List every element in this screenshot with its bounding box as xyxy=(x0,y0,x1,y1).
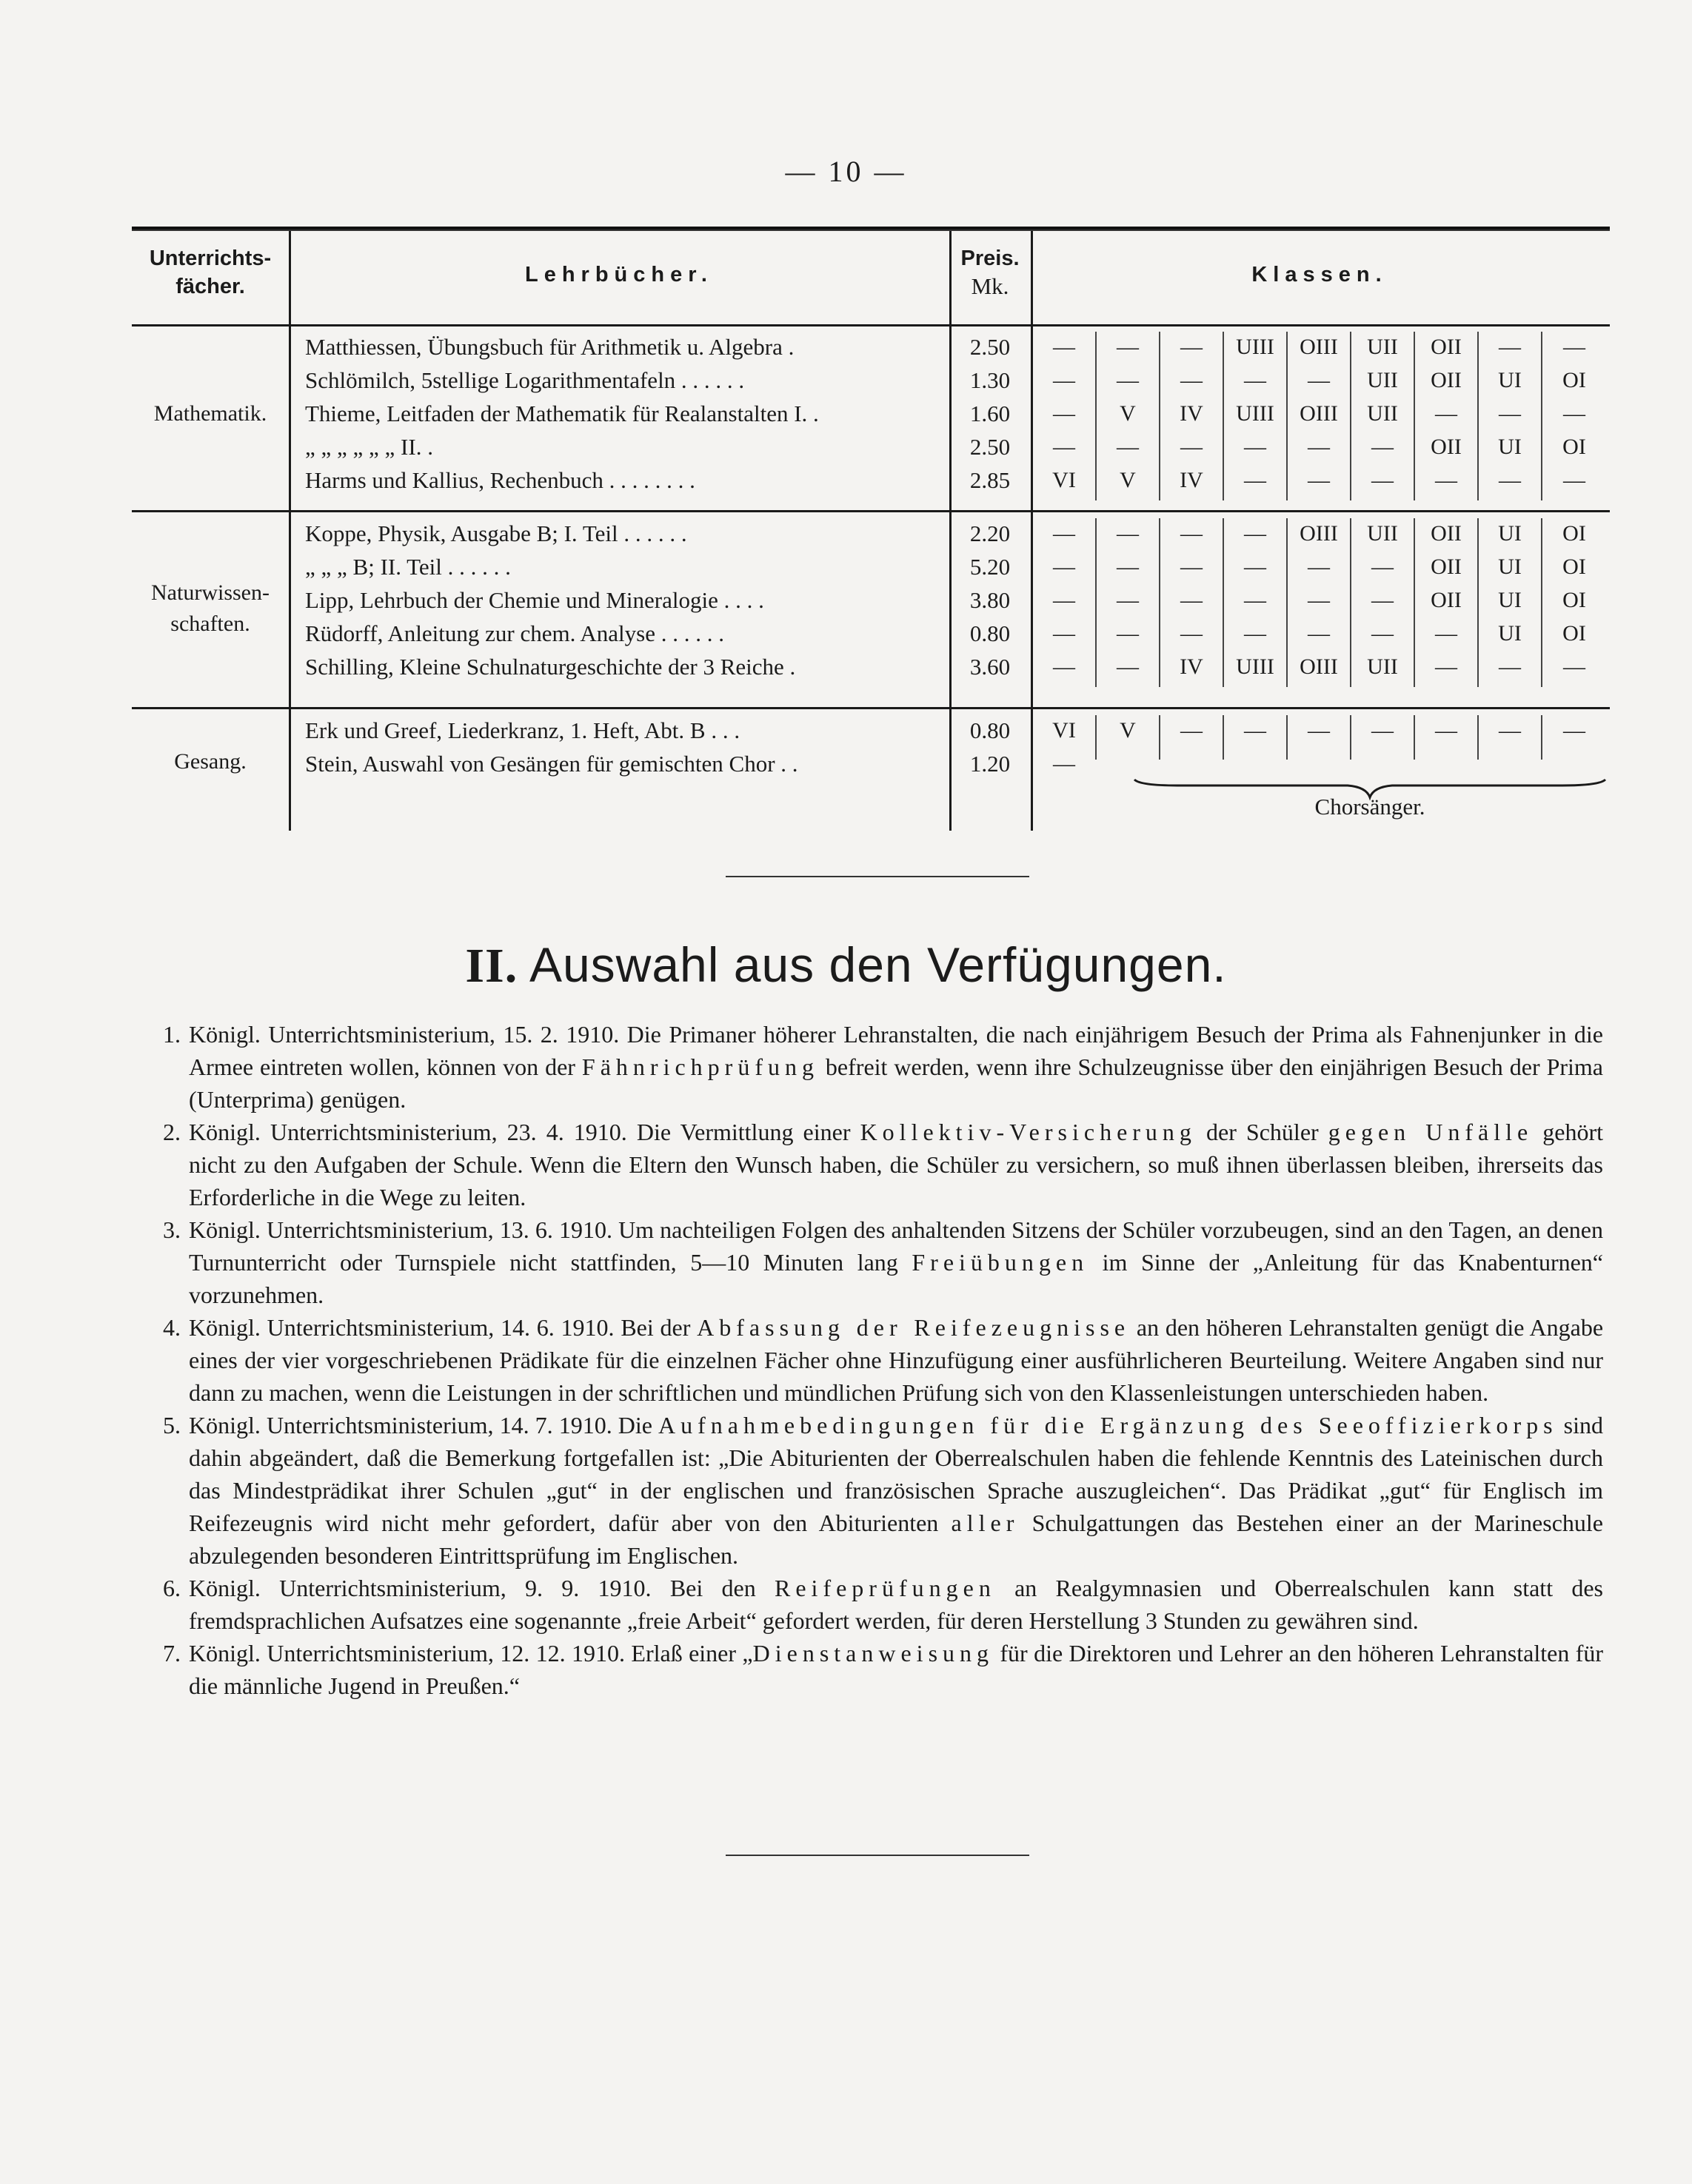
book-price: 5.20 xyxy=(969,554,1011,580)
emphasized-text: aller xyxy=(951,1510,1020,1536)
class-cell: OIII xyxy=(1300,521,1338,546)
class-cell: — xyxy=(1308,468,1330,492)
emphasized-text: Dienstanweisung xyxy=(752,1640,994,1667)
class-cell: — xyxy=(1117,335,1139,359)
class-cell: — xyxy=(1117,555,1139,579)
class-cell: — xyxy=(1308,555,1330,579)
class-cell: — xyxy=(1180,521,1203,546)
emphasized-text: Aufnahmebedingungen für die Ergänzung des Seeoffizierkorps xyxy=(658,1412,1558,1438)
header-books: Lehrbücher. xyxy=(525,263,713,287)
class-cell: — xyxy=(1117,368,1139,392)
class-cell: — xyxy=(1180,555,1203,579)
ordinance-text: befreit werden, wenn ihre Schulzeugnisse über den einjährigen Besuch der Prima (Unterprima) genügen. xyxy=(189,1054,1604,1113)
table-group-rule-2 xyxy=(132,707,1610,709)
book-price: 1.20 xyxy=(969,751,1011,777)
class-cell: UI xyxy=(1498,368,1522,392)
table-header-rule xyxy=(132,324,1610,326)
class-cell: UIII xyxy=(1236,654,1274,679)
ordinance-text: für die Direktoren und Lehrer an den höheren Lehranstalten für die männliche Jugend in Preußen.“ xyxy=(189,1640,1604,1699)
ordinance-item xyxy=(148,1116,1603,1213)
class-cell: — xyxy=(1117,588,1139,612)
class-cell: — xyxy=(1563,468,1585,492)
class-cell: UII xyxy=(1367,368,1398,392)
header-price-label: Preis. xyxy=(960,247,1020,270)
class-cell: OII xyxy=(1431,435,1462,459)
class-cell: — xyxy=(1053,521,1075,546)
class-cell: IV xyxy=(1180,468,1203,492)
class-cell: UII xyxy=(1367,521,1398,546)
ordinance-number: 4. xyxy=(163,1314,181,1341)
book-title: Harms und Kallius, Rechenbuch . . . . . . . . xyxy=(305,467,695,493)
class-cell: UI xyxy=(1498,435,1522,459)
table-group-rule-1 xyxy=(132,510,1610,512)
ordinance-text: Königl. Unterrichtsministerium, 9. 9. 1910. Bei den xyxy=(189,1575,775,1601)
book-price: 2.20 xyxy=(969,520,1011,546)
page-number: — 10 — xyxy=(785,155,907,188)
class-cell: — xyxy=(1180,335,1203,359)
class-cell: — xyxy=(1371,435,1394,459)
class-cell: — xyxy=(1244,718,1266,743)
class-cell: — xyxy=(1371,718,1394,743)
class-cell: — xyxy=(1180,435,1203,459)
class-cell: UI xyxy=(1498,588,1522,612)
book-price: 0.80 xyxy=(969,620,1011,646)
ordinance-number: 6. xyxy=(163,1575,181,1601)
book-price: 1.30 xyxy=(969,367,1011,393)
class-cell: — xyxy=(1563,654,1585,679)
class-cell: — xyxy=(1499,718,1521,743)
section-title-text: Auswahl aus den Verfügungen. xyxy=(529,937,1227,992)
class-cell: — xyxy=(1244,468,1266,492)
class-cell: — xyxy=(1180,718,1203,743)
class-cell: VI xyxy=(1052,718,1076,743)
class-cell: — xyxy=(1053,401,1075,426)
class-cell: IV xyxy=(1180,401,1203,426)
class-cell: OII xyxy=(1431,335,1462,359)
ordinance-item xyxy=(148,1572,1603,1637)
class-cell: — xyxy=(1563,718,1585,743)
class-cell: — xyxy=(1117,521,1139,546)
class-cell: — xyxy=(1244,588,1266,612)
class-cell: — xyxy=(1053,368,1075,392)
ordinance-text: an Realgymnasien und Oberrealschulen kann statt des fremdsprachlichen Aufsatzes eine sogenannte „freie Arbeit“ gefordert werden, für deren Herstellung 3 Stunden zu gewähren sind. xyxy=(189,1575,1604,1634)
class-cell: IV xyxy=(1180,654,1203,679)
ordinance-number: 3. xyxy=(163,1216,181,1243)
emphasized-text: Fähnrichprüfung xyxy=(581,1054,819,1080)
class-cell: — xyxy=(1308,588,1330,612)
class-cell: — xyxy=(1371,621,1394,646)
ordinance-item xyxy=(148,1018,1603,1116)
book-title: Schlömilch, 5stellige Logarithmentafeln . . . . . . xyxy=(305,367,745,393)
class-cell: OII xyxy=(1431,588,1462,612)
class-cell: OII xyxy=(1431,555,1462,579)
class-cell: — xyxy=(1117,435,1139,459)
class-cell: — xyxy=(1435,401,1457,426)
class-cell: OIII xyxy=(1300,401,1338,426)
class-cell: — xyxy=(1180,368,1203,392)
class-cell: — xyxy=(1053,751,1075,776)
emphasized-text: gegen Unfälle xyxy=(1328,1119,1534,1145)
class-cell: — xyxy=(1180,621,1203,646)
class-cell: UII xyxy=(1367,401,1398,426)
book-title: „ „ „ „ „ „ II. . xyxy=(305,434,433,460)
ordinance-item xyxy=(148,1409,1603,1572)
book-price: 2.50 xyxy=(969,334,1011,360)
class-cell: — xyxy=(1053,621,1075,646)
book-price: 3.60 xyxy=(969,654,1011,680)
class-cell: — xyxy=(1499,401,1521,426)
class-cell: — xyxy=(1053,435,1075,459)
emphasized-text: Freiübungen xyxy=(912,1249,1089,1276)
class-cell: UI xyxy=(1498,521,1522,546)
book-title: Matthiessen, Übungsbuch für Arithmetik u. Algebra . xyxy=(305,334,795,360)
class-cell: — xyxy=(1053,588,1075,612)
class-cell: OI xyxy=(1562,621,1586,646)
class-cell: OI xyxy=(1562,368,1586,392)
book-price: 2.50 xyxy=(969,434,1011,460)
class-cell: OI xyxy=(1562,521,1586,546)
class-cell: — xyxy=(1563,335,1585,359)
class-cell: — xyxy=(1371,468,1394,492)
class-cell: OI xyxy=(1562,555,1586,579)
ordinance-text: Königl. Unterrichtsministerium, 14. 6. 1910. Bei der xyxy=(189,1314,698,1341)
ordinance-number: 2. xyxy=(163,1119,181,1145)
subject-naturwissenschaften-line-1: Naturwissen- xyxy=(151,580,270,605)
ordinance-item xyxy=(148,1213,1603,1311)
ordinance-text: Königl. Unterrichtsministerium, 13. 6. 1910. Um nachteiligen Folgen des anhaltenden Sitzens der Schüler vorzubeugen, sind an den Tagen, an denen Turnunterricht oder Turnspiele nicht stattfinden, 5—10 Minuten lang xyxy=(189,1216,1603,1276)
class-cell: — xyxy=(1499,468,1521,492)
class-cell: OIII xyxy=(1300,654,1338,679)
table-top-rule-thin xyxy=(132,230,1610,231)
ordinance-text: Schulgattungen das Bestehen einer an der Marineschule abzulegenden besonderen Eintrittsprüfung im Englischen. xyxy=(189,1510,1604,1569)
subject-naturwissenschaften-line-2: schaften. xyxy=(170,612,250,636)
choir-note: Chorsänger. xyxy=(1314,794,1425,820)
class-cell: — xyxy=(1244,521,1266,546)
class-cell: UIII xyxy=(1236,401,1274,426)
header-price xyxy=(949,244,1031,301)
book-price: 0.80 xyxy=(969,717,1011,743)
class-cell: — xyxy=(1244,368,1266,392)
book-title: Lipp, Lehrbuch der Chemie und Mineralogie . . . . xyxy=(305,587,764,613)
class-cell: — xyxy=(1499,654,1521,679)
header-subject-line-1: Unterrichts- xyxy=(149,247,272,270)
book-price: 2.85 xyxy=(969,467,1011,493)
class-cell: — xyxy=(1308,368,1330,392)
class-cell: — xyxy=(1499,335,1521,359)
class-cell: UII xyxy=(1367,654,1398,679)
ordinance-text: Königl. Unterrichtsministerium, 14. 7. 1910. Die xyxy=(189,1412,659,1438)
book-price: 1.60 xyxy=(969,401,1011,426)
class-cell: — xyxy=(1117,654,1139,679)
class-cell: — xyxy=(1435,718,1457,743)
class-cell: UII xyxy=(1367,335,1398,359)
class-cell: UI xyxy=(1498,621,1522,646)
ordinance-text: gehört nicht zu den Aufgaben der Schule. Wenn die Eltern den Wunsch haben, die Schüler zu versichern, so muß ihnen überlassen bleiben, ihrerseits das Erforderliche in die Wege zu leiten. xyxy=(189,1119,1604,1210)
emphasized-text: Reifeprüfungen xyxy=(775,1575,996,1601)
emphasized-text: Abfassung der Reifezeugnisse xyxy=(697,1314,1131,1341)
class-cell: OII xyxy=(1431,368,1462,392)
class-cell: OI xyxy=(1562,435,1586,459)
separator-rule-2 xyxy=(726,1855,1029,1856)
book-title: Stein, Auswahl von Gesängen für gemischten Chor . . xyxy=(305,751,798,777)
book-price: 3.80 xyxy=(969,587,1011,613)
class-cell: V xyxy=(1120,468,1136,492)
header-price-unit: Mk. xyxy=(971,273,1009,299)
class-cell: — xyxy=(1053,654,1075,679)
ordinance-item xyxy=(148,1637,1603,1702)
class-cell: V xyxy=(1120,718,1136,743)
section-title xyxy=(0,937,1692,994)
ordinance-text: sind dahin abgeändert, daß die Bemerkung fortgefallen ist: „Die Abiturienten der Oberrealschulen haben die fehlende Kenntnis des Lateinischen durch das Mindestprädikat ihrer Schulen „gut“ in der englischen und französischen Sprache auszugleichen“. Das Prädikat „gut“ für Englisch im Reifezeugnis wird nicht mehr gefordert, dafür aber von den Abiturienten xyxy=(189,1412,1604,1536)
class-cell: UIII xyxy=(1236,335,1274,359)
class-cell: OI xyxy=(1562,588,1586,612)
class-cell: — xyxy=(1308,718,1330,743)
class-cell: OIII xyxy=(1300,335,1338,359)
col-divider-subject xyxy=(289,231,291,831)
class-cell: — xyxy=(1244,435,1266,459)
class-cell: — xyxy=(1308,621,1330,646)
book-title: Koppe, Physik, Ausgabe B; I. Teil . . . . . . xyxy=(305,520,687,546)
class-cell: — xyxy=(1371,555,1394,579)
class-cell: VI xyxy=(1052,468,1076,492)
book-title: Thieme, Leitfaden der Mathematik für Realanstalten I. . xyxy=(305,401,819,426)
subject-naturwissenschaften xyxy=(132,577,289,640)
header-subject xyxy=(132,244,289,301)
class-cell: — xyxy=(1435,468,1457,492)
book-title: Erk und Greef, Liederkranz, 1. Heft, Abt. B . . . xyxy=(305,717,740,743)
header-subject-line-2: fächer. xyxy=(175,275,245,298)
ordinance-list xyxy=(148,1018,1603,1702)
class-cell: V xyxy=(1120,401,1136,426)
ordinance-text: Königl. Unterrichtsministerium, 12. 12. 1910. Erlaß einer „ xyxy=(189,1640,753,1667)
book-title: „ „ „ B; II. Teil . . . . . . xyxy=(305,554,511,580)
ordinance-text: an den höheren Lehranstalten genügt die Angabe eines der vier vorgeschriebenen Prädikate für die einzelnen Fächer ohne Hinzufügung einer ausführlicheren Beurteilung. Weitere Angaben sind nur dann zu machen, wenn die Leistungen in der schriftlichen und mündlichen Prüfung sich von den Klassenleistungen unterschieden haben. xyxy=(189,1314,1604,1406)
class-cell: OII xyxy=(1431,521,1462,546)
book-title: Rüdorff, Anleitung zur chem. Analyse . . . . . . xyxy=(305,620,724,646)
class-cell: — xyxy=(1053,555,1075,579)
header-classes: Klassen. xyxy=(1251,263,1388,287)
class-cell: — xyxy=(1371,588,1394,612)
class-cell: — xyxy=(1244,621,1266,646)
book-title: Schilling, Kleine Schulnaturgeschichte der 3 Reiche . xyxy=(305,654,796,680)
class-cell: — xyxy=(1563,401,1585,426)
ordinance-text: der Schüler xyxy=(1196,1119,1328,1145)
ordinance-number: 7. xyxy=(163,1640,181,1667)
ordinance-text: Königl. Unterrichtsministerium, 23. 4. 1910. Die Vermittlung einer xyxy=(189,1119,860,1145)
class-cell: UI xyxy=(1498,555,1522,579)
ordinance-text: Königl. Unterrichtsministerium, 15. 2. 1910. Die Primaner höherer Lehranstalten, die nach einjährigem Besuch der Prima als Fahnenjunker in die Armee eintreten wollen, können von der xyxy=(189,1021,1603,1080)
class-cell: — xyxy=(1435,654,1457,679)
subject-mathematik: Mathematik. xyxy=(153,401,267,426)
subject-gesang: Gesang. xyxy=(174,749,247,774)
ordinance-item xyxy=(148,1311,1603,1409)
class-cell: — xyxy=(1053,335,1075,359)
ordinance-number: 5. xyxy=(163,1412,181,1438)
class-cell: — xyxy=(1244,555,1266,579)
class-cell: — xyxy=(1308,435,1330,459)
section-title-numeral: II. xyxy=(465,939,518,993)
separator-rule-1 xyxy=(726,876,1029,877)
ordinance-number: 1. xyxy=(163,1021,181,1048)
class-cell: — xyxy=(1117,621,1139,646)
class-cell: — xyxy=(1435,621,1457,646)
emphasized-text: Kollektiv-Versicherung xyxy=(860,1119,1197,1145)
class-cell: — xyxy=(1180,588,1203,612)
ordinance-text: im Sinne der „Anleitung für das Knabenturnen“ vorzunehmen. xyxy=(189,1249,1604,1308)
